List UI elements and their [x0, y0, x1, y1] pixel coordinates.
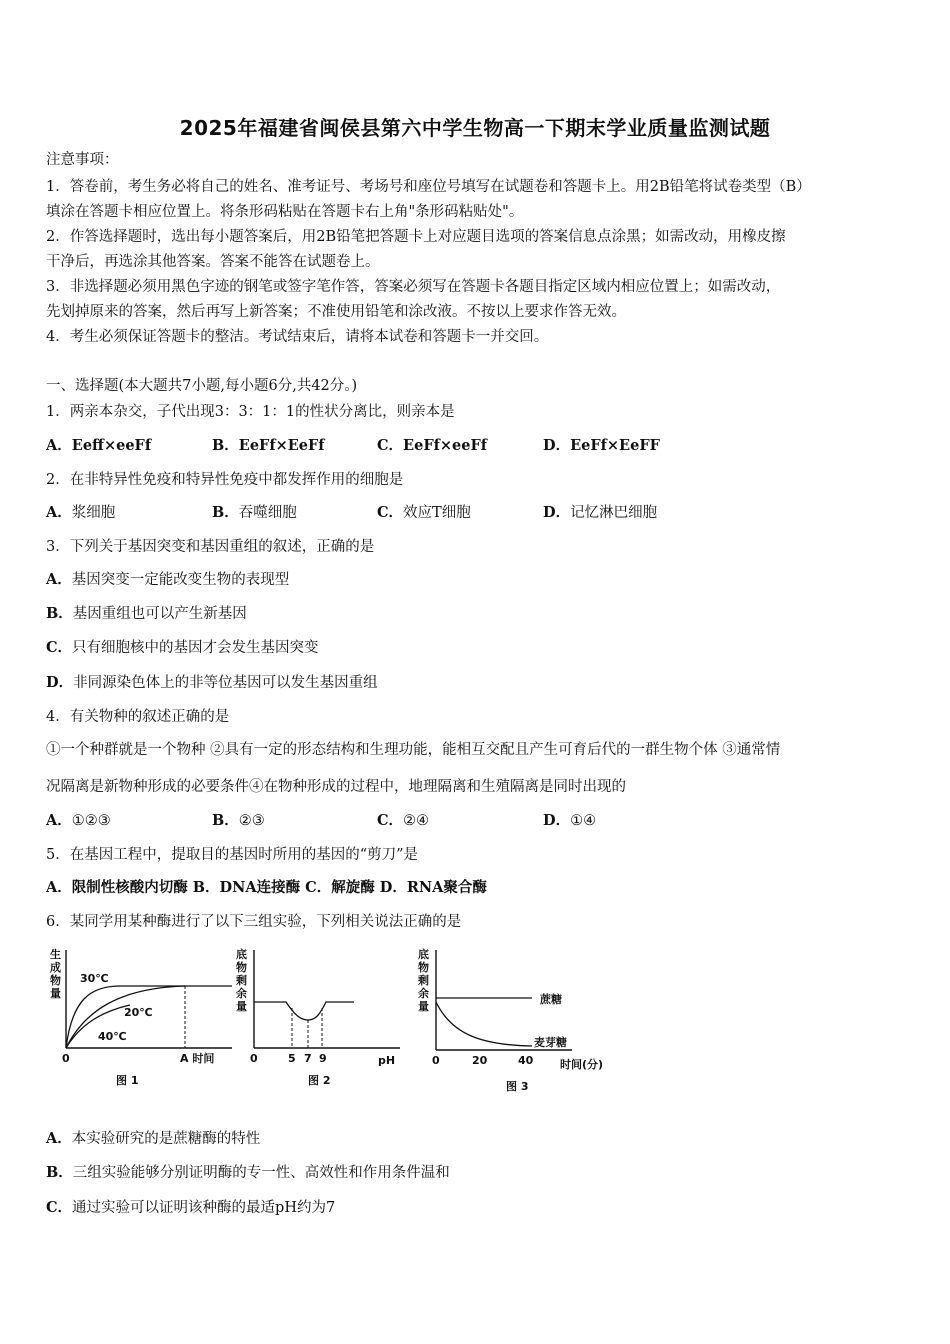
q5-options: A．限制性核酸内切酶 B．DNA连接酶 C．解旋酶 D．RNA聚合酶	[46, 879, 487, 896]
notice-line: 1．答卷前，考生务必将自己的姓名、准考证号、考场号和座位号填写在试题卷和答题卡上。用2B铅笔将试卷类型（B）	[46, 179, 811, 195]
fig1-label-30c: 30℃	[80, 972, 109, 985]
fig3-tick-20: 20	[472, 1054, 488, 1067]
fig1-label-40c: 40℃	[98, 1030, 127, 1043]
fig3-maltose-curve	[436, 1002, 532, 1046]
question-5-stem: 5．在基因工程中，提取目的基因时所用的基因的“剪刀”是	[46, 847, 419, 863]
fig3-xlabel: 时间(分)	[560, 1058, 604, 1071]
notice-line: 2．作答选择题时，选出每小题答案后，用2B铅笔把答题卡上对应题目选项的答案信息点涂黑；如需改动，用橡皮擦	[46, 229, 786, 245]
fig3-series-sucrose: 蔗糖	[540, 993, 562, 1006]
fig2-origin: 0	[250, 1052, 258, 1065]
fig2-caption: 图 2	[308, 1074, 331, 1087]
q3-option-c: C．只有细胞核中的基因才会发生基因突变	[46, 639, 319, 656]
question-1-stem: 1．两亲本杂交，子代出现3：3：1：1的性状分离比，则亲本是	[46, 404, 455, 420]
fig3-ylabel-char: 底	[418, 948, 429, 961]
notice-line: 填涂在答题卡相应位置上。将条形码粘贴在答题卡右上角"条形码粘贴处"。	[46, 204, 524, 220]
fig2-tick-7: 7	[304, 1052, 312, 1065]
q3-option-d: D．非同源染色体上的非等位基因可以发生基因重组	[46, 674, 378, 691]
fig2-ylabel-char: 余	[236, 987, 247, 1000]
fig1-xlabel: A 时间	[180, 1052, 215, 1065]
notice-line: 先划掉原来的答案，然后再写上新答案；不准使用铅笔和涂改液。不按以上要求作答无效。	[46, 304, 626, 320]
fig2-ylabel-char: 量	[236, 1000, 247, 1013]
fig3-ylabel-char: 物	[418, 961, 429, 974]
fig3-tick-40: 40	[518, 1054, 534, 1067]
fig2-xlabel: pH	[378, 1054, 396, 1067]
fig1-caption: 图 1	[116, 1074, 139, 1087]
q4-option-b: B．②③	[212, 812, 265, 829]
notice-line: 3．非选择题必须用黑色字迹的钢笔或签字笔作答，答案必须写在答题卡各题目指定区域内相应位置上；如需改动，	[46, 279, 781, 295]
fig1-ylabel-char: 成	[50, 961, 61, 974]
fig3-ylabel-char: 余	[418, 987, 429, 1000]
fig2-ylabel-char: 剩	[236, 974, 247, 987]
figure-1	[40, 940, 240, 1094]
fig2-tick-9: 9	[319, 1052, 327, 1065]
q6-option-a: A．本实验研究的是蔗糖酶的特性	[46, 1130, 261, 1147]
q2-option-b: B．吞噬细胞	[212, 504, 297, 521]
fig1-ylabel-char: 生	[50, 948, 61, 961]
question-6-stem: 6．某同学用某种酶进行了以下三组实验，下列相关说法正确的是	[46, 914, 462, 930]
q6-option-c: C．通过实验可以证明该种酶的最适pH约为7	[46, 1199, 336, 1216]
q2-option-d: D．记忆淋巴细胞	[543, 504, 658, 521]
fig2-curve	[254, 1002, 354, 1020]
fig2-ylabel-char: 底	[236, 948, 247, 961]
q3-option-a: A．基因突变一定能改变生物的表现型	[46, 571, 290, 588]
fig1-ylabel-char: 量	[50, 987, 61, 1000]
section-heading: 一、选择题(本大题共7小题,每小题6分,共42分。)	[46, 378, 358, 394]
fig3-series-maltose: 麦芽糖	[534, 1036, 567, 1049]
question-4-stem: 4．有关物种的叙述正确的是	[46, 709, 230, 725]
q1-option-b: B．EeFf×EeFf	[212, 437, 325, 454]
q6-option-b: B．三组实验能够分别证明酶的专一性、高效性和作用条件温和	[46, 1164, 450, 1181]
q1-option-c: C．EeFf×eeFf	[377, 437, 487, 454]
fig3-ylabel-char: 量	[418, 1000, 429, 1013]
fig1-label-20c: 20℃	[124, 1006, 153, 1019]
figure-2	[230, 940, 410, 1094]
question-4-statements: 况隔离是新物种形成的必要条件④在物种形成的过程中，地理隔离和生殖隔离是同时出现的	[46, 779, 626, 795]
question-2-stem: 2．在非特异性免疫和特异性免疫中都发挥作用的细胞是	[46, 472, 404, 488]
page-title: 2025年福建省闽侯县第六中学生物高一下期末学业质量监测试题	[179, 116, 771, 140]
q2-option-c: C．效应T细胞	[377, 504, 471, 521]
notice-heading: 注意事项：	[46, 152, 119, 168]
question-3-stem: 3．下列关于基因突变和基因重组的叙述，正确的是	[46, 539, 375, 555]
notice-line: 4．考生必须保证答题卡的整洁。考试结束后，请将本试卷和答题卡一并交回。	[46, 329, 549, 345]
fig3-caption: 图 3	[506, 1080, 529, 1093]
q1-option-a: A．Eeff×eeFf	[46, 437, 152, 454]
q2-option-a: A．浆细胞	[46, 504, 116, 521]
fig2-ylabel-char: 物	[236, 961, 247, 974]
q1-option-d: D．EeFf×EeFF	[543, 437, 660, 454]
notice-line: 干净后，再选涂其他答案。答案不能答在试题卷上。	[46, 254, 380, 270]
q4-option-a: A．①②③	[46, 812, 111, 829]
question-4-statements: ①一个种群就是一个物种 ②具有一定的形态结构和生理功能，能相互交配且产生可育后代的一群生物个体 ③通常情	[46, 742, 781, 758]
fig1-origin: 0	[62, 1052, 70, 1065]
q4-option-d: D．①④	[543, 812, 597, 829]
fig3-origin: 0	[432, 1054, 440, 1067]
q3-option-b: B．基因重组也可以产生新基因	[46, 605, 247, 622]
q4-option-c: C．②④	[377, 812, 430, 829]
fig1-ylabel-char: 物	[50, 974, 61, 987]
figure-3	[412, 940, 632, 1104]
fig2-tick-5: 5	[288, 1052, 296, 1065]
fig3-ylabel-char: 剩	[418, 974, 429, 987]
